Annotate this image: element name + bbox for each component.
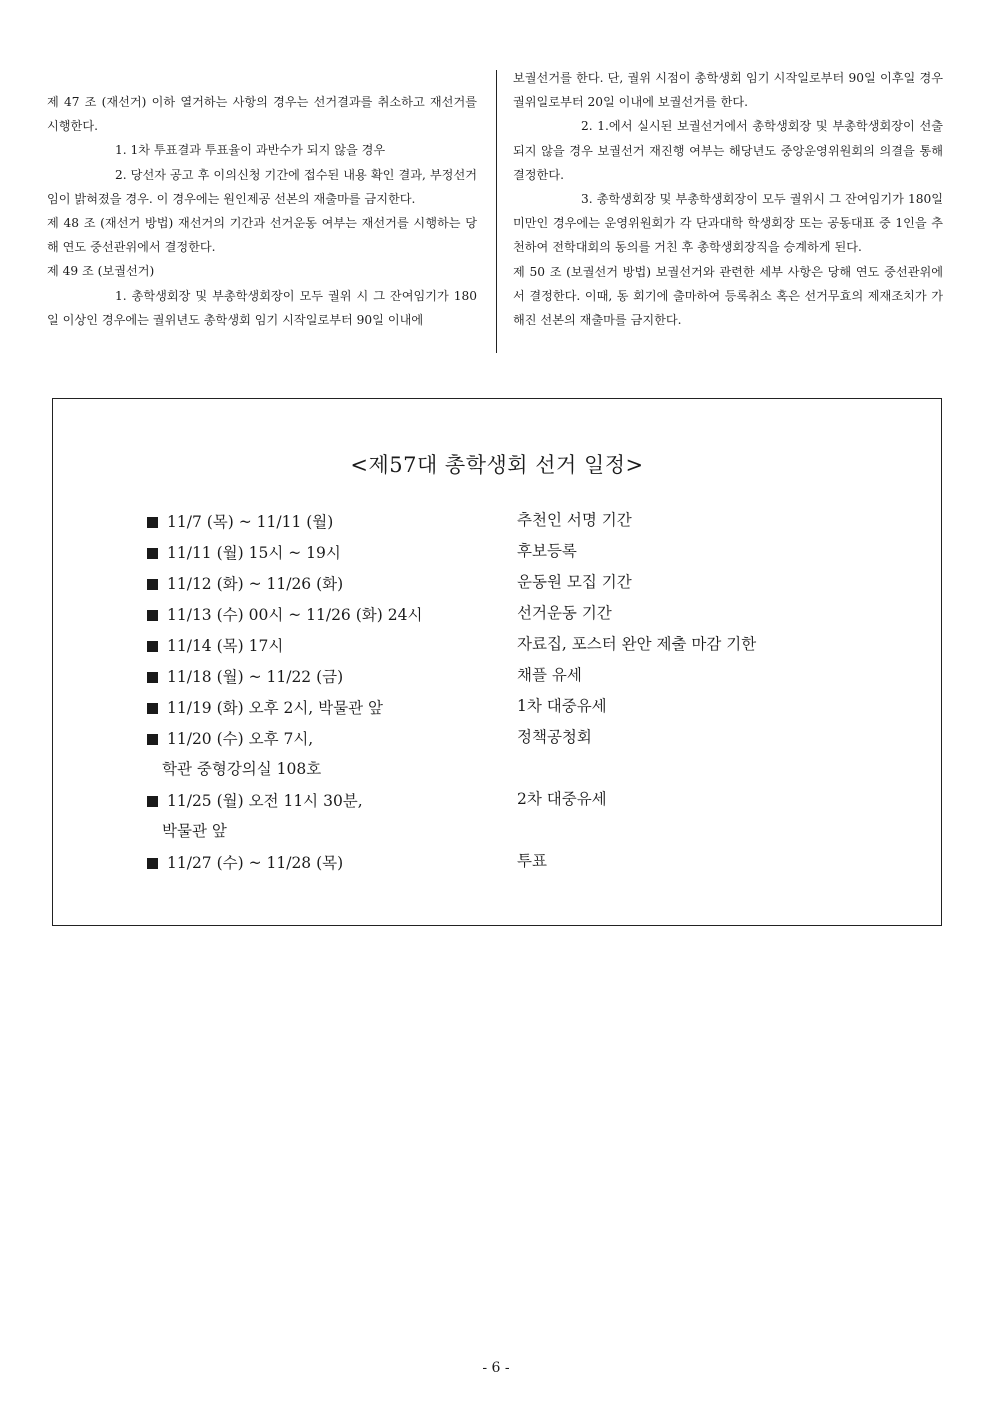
schedule-event: 후보등록 xyxy=(517,542,577,560)
paragraph: 1. 1차 투표결과 투표율이 과반수가 되지 않을 경우 xyxy=(115,143,386,158)
schedule-date xyxy=(147,572,343,594)
schedule-date xyxy=(147,541,341,563)
right-column xyxy=(513,66,943,332)
paragraph: 제 49 조 (보궐선거) xyxy=(47,264,155,279)
left-column xyxy=(47,66,477,332)
paragraph: 보궐선거를 한다. 단, 궐위 시점이 총학생회 임기 시작일로부터 90일 이후일 경우 궐위일로부터 20일 이내에 보궐선거를 한다. xyxy=(513,71,943,110)
schedule-date-text: 11/25 (월) 오전 11시 30분, xyxy=(167,792,363,810)
square-bullet-icon xyxy=(147,672,158,683)
square-bullet-icon xyxy=(147,517,158,528)
schedule-date-text: 11/7 (목) ~ 11/11 (월) xyxy=(167,513,334,531)
square-bullet-icon xyxy=(147,703,158,714)
paragraph: 3. 총학생회장 및 부총학생회장이 모두 궐위시 그 잔여임기가 180일 미만인 경우에는 운영위원회가 각 단과대학 학생회장 또는 공동대표 중 1인을 추천하여 전학대회의 동의를 거친 후 총학생회장직을 승계하게 된다. xyxy=(513,192,943,255)
page-number: - 6 - xyxy=(482,1360,510,1376)
schedule-event: 2차 대중유세 xyxy=(517,790,607,808)
schedule-date xyxy=(147,603,422,625)
paragraph: 1. 총학생회장 및 부총학생회장이 모두 궐위 시 그 잔여임기가 180일 이상인 경우에는 궐위년도 총학생회 임기 시작일로부터 90일 이내에 xyxy=(47,288,477,327)
schedule-location: 학관 중형강의실 108호 xyxy=(162,760,322,778)
schedule-date xyxy=(147,634,283,656)
paragraph: 제 48 조 (재선거 방법) 재선거의 기간과 선거운동 여부는 재선거를 시행하는 당해 연도 중선관위에서 결정한다. xyxy=(47,216,477,255)
schedule-title: <제57대 총학생회 선거 일정> xyxy=(350,453,644,477)
schedule-event: 채플 유세 xyxy=(517,666,582,684)
column-divider xyxy=(496,70,497,353)
square-bullet-icon xyxy=(147,548,158,559)
schedule-date xyxy=(147,789,363,811)
schedule-location: 박물관 앞 xyxy=(162,822,227,840)
schedule-date xyxy=(147,665,343,687)
schedule-date xyxy=(147,851,343,873)
square-bullet-icon xyxy=(147,796,158,807)
paragraph: 제 47 조 (재선거) 이하 열거하는 사항의 경우는 선거결과를 취소하고 재선거를 시행한다. xyxy=(47,95,477,134)
square-bullet-icon xyxy=(147,858,158,869)
schedule-date-text: 11/27 (수) ~ 11/28 (목) xyxy=(167,854,344,872)
paragraph: 2. 당선자 공고 후 이의신청 기간에 접수된 내용 확인 결과, 부정선거임이 밝혀졌을 경우. 이 경우에는 원인제공 선본의 재출마를 금지한다. xyxy=(47,167,477,206)
square-bullet-icon xyxy=(147,641,158,652)
schedule-date xyxy=(147,727,313,749)
square-bullet-icon xyxy=(147,610,158,621)
paragraph: 2. 1.에서 실시된 보궐선거에서 총학생회장 및 부총학생회장이 선출되지 않을 경우 보궐선거 재진행 여부는 해당년도 중앙운영위원회의 의결을 통해 결정한다. xyxy=(513,119,943,182)
paragraph: 제 50 조 (보궐선거 방법) 보궐선거와 관련한 세부 사항은 당해 연도 중선관위에서 결정한다. 이때, 동 회기에 출마하여 등록취소 혹은 선거무효의 제재조치가 가해진 선본의 재출마를 금지한다. xyxy=(513,264,943,328)
schedule-event: 투표 xyxy=(517,852,547,870)
schedule-event: 정책공청회 xyxy=(517,728,592,746)
schedule-date-text: 11/14 (목) 17시 xyxy=(167,637,284,655)
spacer xyxy=(47,66,477,90)
schedule-event: 추천인 서명 기간 xyxy=(517,511,632,529)
schedule-box xyxy=(52,398,942,926)
schedule-event: 선거운동 기간 xyxy=(517,604,612,622)
schedule-date-text: 11/18 (월) ~ 11/22 (금) xyxy=(167,668,344,686)
schedule-date xyxy=(147,510,333,532)
schedule-date xyxy=(147,696,383,718)
schedule-event: 자료집, 포스터 완안 제출 마감 기한 xyxy=(517,635,757,653)
schedule-date-text: 11/20 (수) 오후 7시, xyxy=(167,730,314,748)
schedule-event: 운동원 모집 기간 xyxy=(517,573,632,591)
square-bullet-icon xyxy=(147,734,158,745)
schedule-date-text: 11/19 (화) 오후 2시, 박물관 앞 xyxy=(167,699,383,717)
schedule-date-text: 11/11 (월) 15시 ~ 19시 xyxy=(167,544,341,562)
schedule-event: 1차 대중유세 xyxy=(517,697,607,715)
schedule-date-text: 11/12 (화) ~ 11/26 (화) xyxy=(167,575,344,593)
schedule-date-text: 11/13 (수) 00시 ~ 11/26 (화) 24시 xyxy=(167,606,423,624)
square-bullet-icon xyxy=(147,579,158,590)
